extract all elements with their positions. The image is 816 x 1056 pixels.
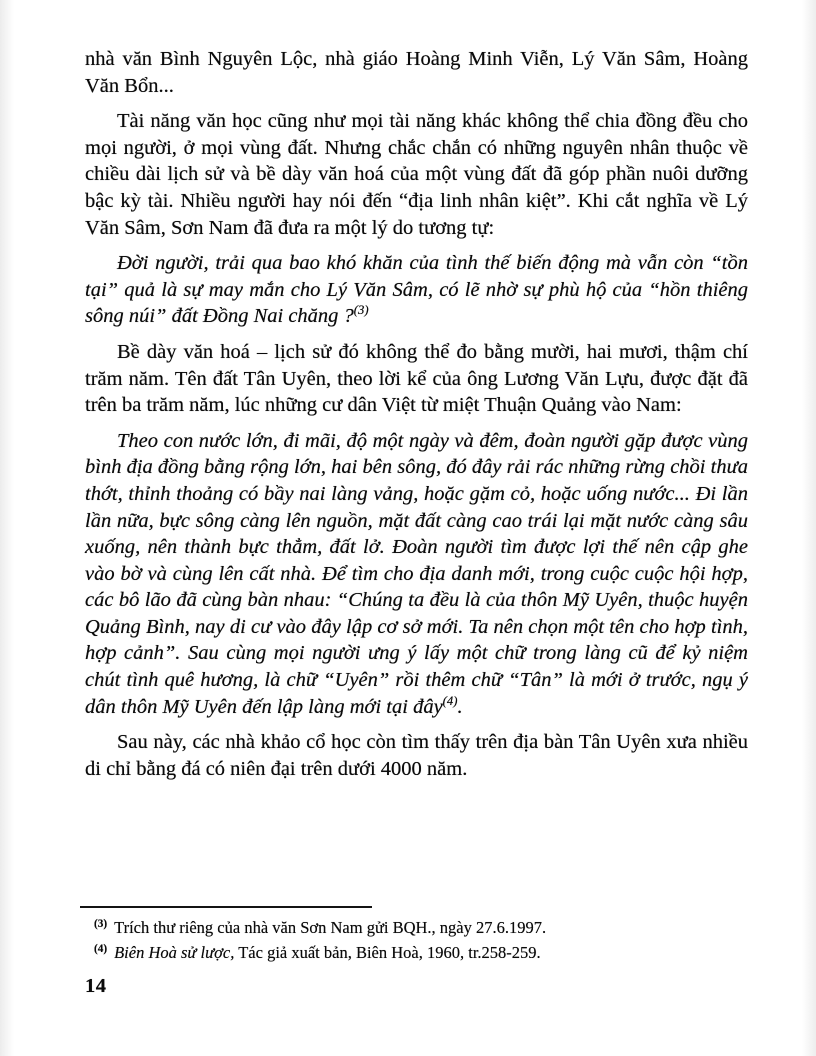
footnote-4-text: Tác giả xuất bản, Biên Hoà, 1960, tr.258-259. (234, 943, 541, 962)
quote-son-nam-text: Đời người, trải qua bao khó khăn của tình thế biến động mà vẫn còn “tồn tại” quả là sự may mắn cho Lý Văn Sâm, có lẽ nhờ sự phù hộ của “hồn thiêng sông núi” đất Đồng Nai chăng ? (85, 252, 748, 328)
paragraph-heritage: Bề dày văn hoá – lịch sử đó không thể đo bằng mười, hai mươi, thậm chí trăm năm. Tên đất Tân Uyên, theo lời kể của ông Lương Văn Lựu, được đặt đã trên ba trăm năm, lúc những cư dân Việt từ miệt Thuận Quảng vào Nam: (85, 340, 748, 417)
paragraph-archaeology: Sau này, các nhà khảo cổ học còn tìm thấy trên địa bàn Tân Uyên xưa nhiều di chỉ bằng đá có niên đại trên dưới 4000 năm. (85, 731, 748, 780)
footnote-4 (80, 940, 748, 965)
footnote-4-marker: (4) (94, 942, 108, 955)
main-text-block (85, 46, 748, 782)
footnote-3 (80, 915, 748, 940)
footnote-ref-4: (4) (442, 693, 458, 708)
quote-tan-uyen-text: Theo con nước lớn, đi mãi, độ một ngày và đêm, đoàn người gặp được vùng bình địa đồng bằng rộng lớn, hai bên sông, đó đây rải rác những rừng chồi thưa thớt, thỉnh thoảng có bầy nai làng vảng, hoặc gặm cỏ, hoặc uống nước... Đi lần lần nữa, bực sông càng lên nguồn, mặt đất càng cao trái lại mặt nước càng sâu xuống, nên thành bực thẳm, đất lở. Đoàn người tìm được lợi thế nên cập ghe vào bờ và cùng lên cất nhà. Để tìm cho địa danh mới, trong cuộc cuộc hội hợp, các bô lão đã cùng bàn nhau: “Chúng ta đều là của thôn Mỹ Uyên, thuộc huyện Quảng Bình, nay di cư vào đây lập cơ sở mới. Ta nên chọn một tên cho hợp tình, hợp cảnh”. Sau cùng mọi người ưng ý lấy một chữ trong làng cũ để kỷ niệm chút tình quê hương, là chữ “Uyên” rồi thêm chữ “Tân” là mới ở trước, ngụ ý dân thôn Mỹ Uyên đến lập làng mới tại đây (85, 429, 748, 718)
footnote-separator-rule (80, 906, 372, 908)
footnote-3-text: Trích thư riêng của nhà văn Sơn Nam gửi BQH., ngày 27.6.1997. (114, 918, 547, 937)
paragraph-continuation: nhà văn Bình Nguyên Lộc, nhà giáo Hoàng Minh Viễn, Lý Văn Sâm, Hoàng Văn Bổn... (85, 48, 748, 97)
footnote-3-marker: (3) (94, 917, 108, 930)
quote-tan-uyen (85, 428, 748, 721)
page-number: 14 (85, 975, 107, 997)
quote-son-nam (85, 250, 748, 330)
footnote-ref-3: (3) (353, 303, 369, 318)
paragraph-talent: Tài năng văn học cũng như mọi tài năng khác không thể chia đồng đều cho mọi người, ở mọi vùng đất. Nhưng chắc chắn có những nguyên nhân thuộc về chiều dài lịch sử và bề dày văn hoá của một vùng đất đã góp phần nuôi dưỡng bậc kỳ tài. Nhiều người hay nói đến “địa linh nhân kiệt”. Khi cắt nghĩa về Lý Văn Sâm, Sơn Nam đã đưa ra một lý do tương tự: (85, 110, 748, 239)
footnote-area (80, 906, 748, 965)
quote-tan-uyen-period: . (457, 695, 463, 718)
footnote-4-work-title: Biên Hoà sử lược, (114, 943, 235, 962)
